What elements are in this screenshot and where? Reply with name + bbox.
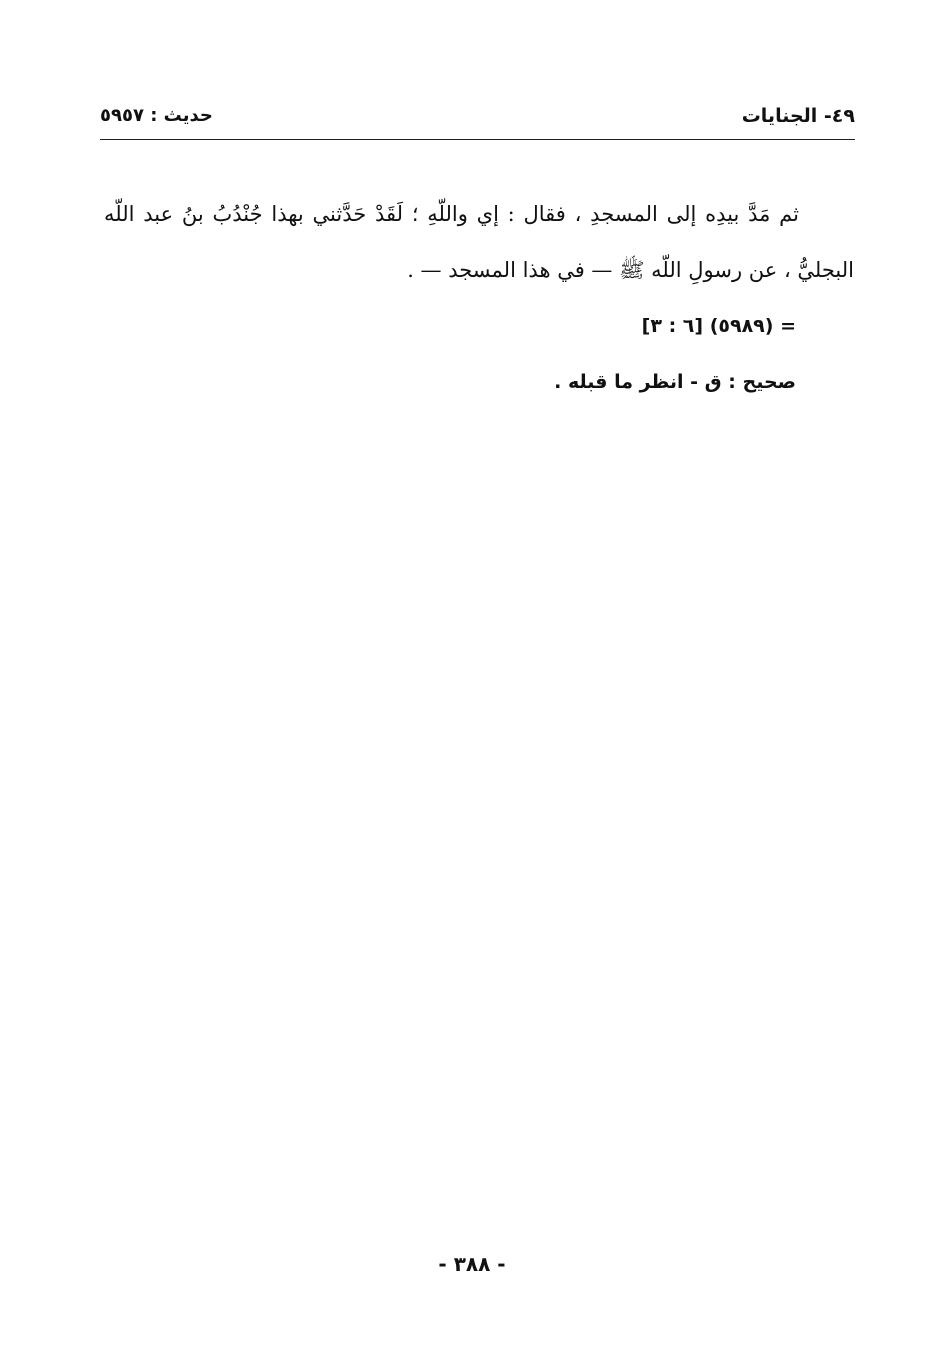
running-head (100, 100, 855, 132)
hadith-text: ثم مَدَّ بيدِه إلى المسجدِ ، فقال : إي واللّهِ ؛ لَقَدْ حَدَّثني بهذا جُنْدُبُ بنُ عبد اللّه البجليُّ ، عن رسولِ اللّه ﷺ — في هذا المسجد — . (104, 202, 854, 282)
cross-reference: = (٥٩٨٩) [٦ : ٣] (641, 315, 796, 337)
chapter-title: ٤٩- الجنايات (741, 105, 855, 127)
hadith-grading: صحيح : ق - انظر ما قبله . (554, 371, 796, 393)
hadith-body (104, 186, 854, 410)
page-number: - ٣٨٨ - (438, 1252, 506, 1276)
header-divider (100, 139, 855, 140)
hadith-reference: حديث : ٥٩٥٧ (100, 105, 213, 126)
